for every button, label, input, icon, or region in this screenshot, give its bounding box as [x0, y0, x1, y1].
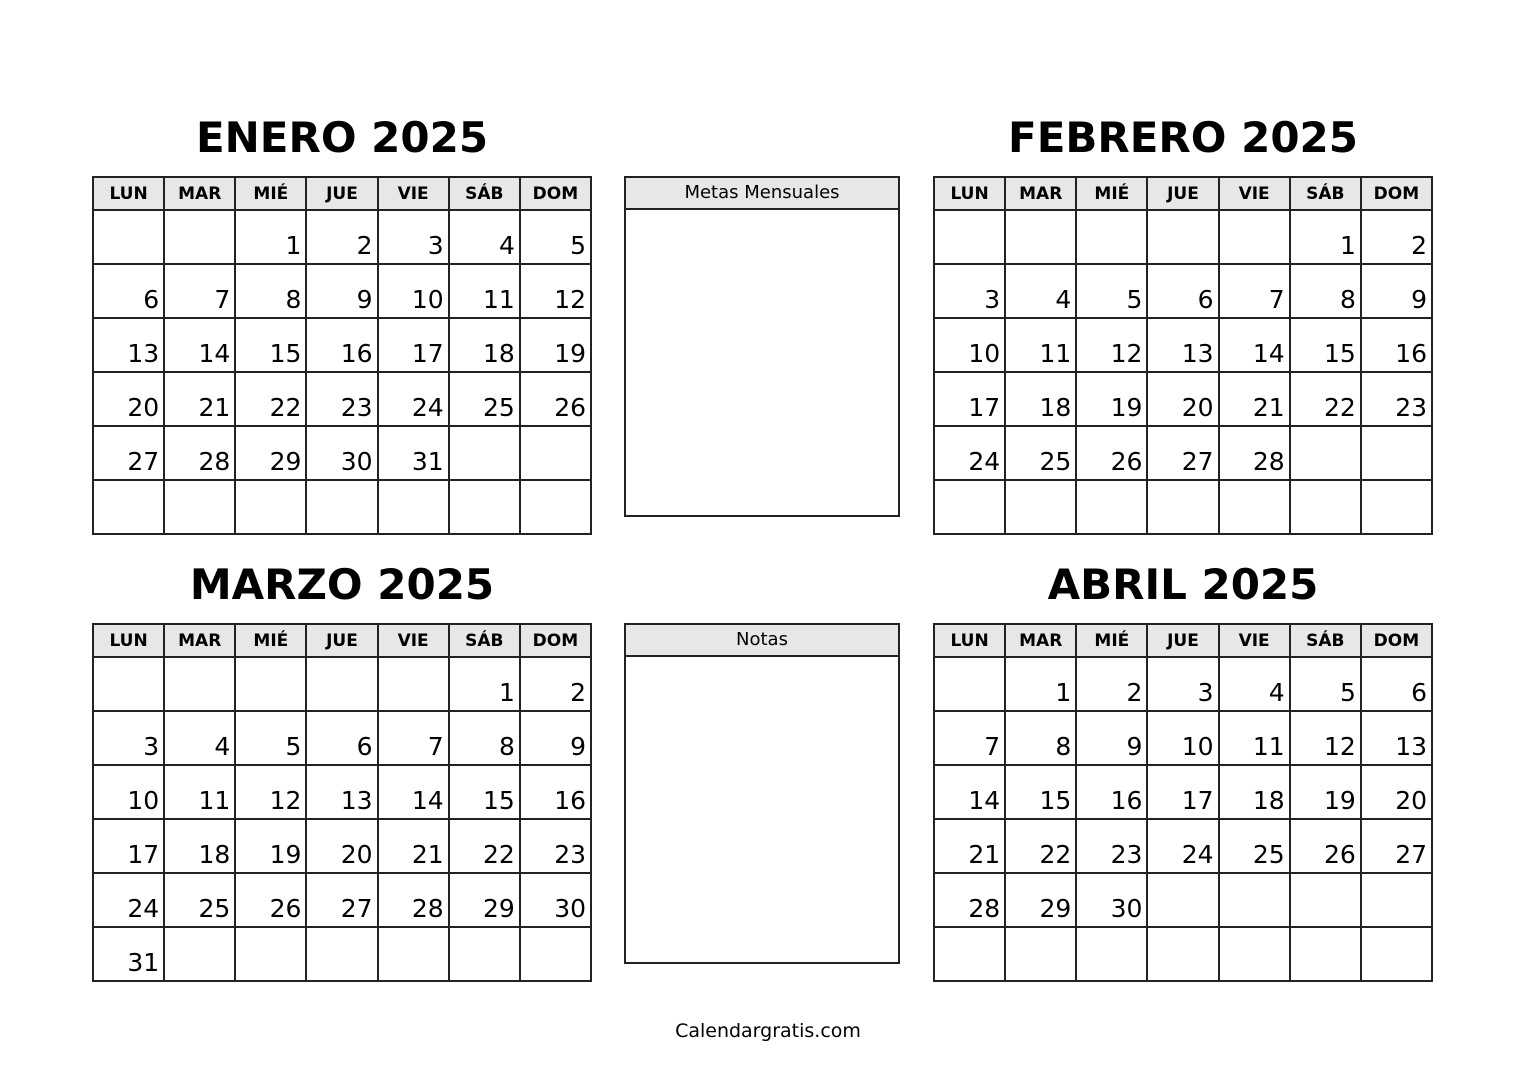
day-cell[interactable]: 1: [1005, 657, 1076, 711]
calendar-abril: [933, 623, 1433, 982]
day-cell[interactable]: 14: [1219, 318, 1290, 372]
day-cell[interactable]: 20: [93, 372, 164, 426]
day-cell[interactable]: 22: [449, 819, 520, 873]
day-cell[interactable]: 2: [520, 657, 591, 711]
day-cell[interactable]: [164, 480, 235, 534]
day-cell[interactable]: [306, 657, 377, 711]
day-cell[interactable]: 15: [1290, 318, 1361, 372]
day-cell[interactable]: 2: [1076, 657, 1147, 711]
weekday-header-row: [93, 177, 591, 210]
day-cell[interactable]: 24: [1147, 819, 1218, 873]
weekday-header: MAR: [164, 624, 235, 657]
day-cell[interactable]: 23: [1076, 819, 1147, 873]
day-cell[interactable]: 10: [93, 765, 164, 819]
day-cell[interactable]: [1219, 873, 1290, 927]
day-cell[interactable]: [235, 480, 306, 534]
day-cell[interactable]: 25: [164, 873, 235, 927]
weekday-header: MIÉ: [235, 624, 306, 657]
day-cell[interactable]: [934, 210, 1005, 264]
day-cell[interactable]: [164, 210, 235, 264]
day-cell[interactable]: 19: [1290, 765, 1361, 819]
day-cell[interactable]: 18: [164, 819, 235, 873]
day-cell[interactable]: 22: [1290, 372, 1361, 426]
notes-box[interactable]: [624, 623, 900, 964]
day-cell[interactable]: [1290, 873, 1361, 927]
week-row: [93, 264, 591, 318]
day-cell[interactable]: 16: [306, 318, 377, 372]
day-cell[interactable]: 10: [1147, 711, 1218, 765]
monthly-goals-label: Metas Mensuales: [626, 178, 898, 210]
day-cell[interactable]: 7: [934, 711, 1005, 765]
week-row: [93, 927, 591, 981]
day-cell[interactable]: 6: [93, 264, 164, 318]
day-cell[interactable]: [1147, 210, 1218, 264]
day-cell[interactable]: 15: [449, 765, 520, 819]
day-cell[interactable]: [378, 657, 449, 711]
day-cell[interactable]: 1: [1290, 210, 1361, 264]
weekday-header: DOM: [1361, 177, 1432, 210]
day-cell[interactable]: 21: [934, 819, 1005, 873]
week-row: [93, 657, 591, 711]
day-cell[interactable]: 12: [235, 765, 306, 819]
weekday-header: LUN: [934, 624, 1005, 657]
day-cell[interactable]: 18: [449, 318, 520, 372]
weekday-header: MAR: [1005, 177, 1076, 210]
day-cell[interactable]: 11: [449, 264, 520, 318]
day-cell[interactable]: [1219, 927, 1290, 981]
day-cell[interactable]: [306, 480, 377, 534]
calendar-febrero: [933, 176, 1433, 535]
weekday-header: JUE: [1147, 624, 1218, 657]
day-cell[interactable]: 14: [378, 765, 449, 819]
day-cell[interactable]: 19: [235, 819, 306, 873]
day-cell[interactable]: 24: [934, 426, 1005, 480]
day-cell[interactable]: [93, 480, 164, 534]
weekday-header-row: [934, 177, 1432, 210]
day-cell[interactable]: 17: [378, 318, 449, 372]
day-cell[interactable]: 11: [1005, 318, 1076, 372]
day-cell[interactable]: 7: [164, 264, 235, 318]
day-cell[interactable]: 12: [1290, 711, 1361, 765]
weekday-header-row: [93, 624, 591, 657]
weekday-header: VIE: [1219, 624, 1290, 657]
day-cell[interactable]: [1005, 480, 1076, 534]
day-cell[interactable]: [520, 426, 591, 480]
day-cell[interactable]: [235, 927, 306, 981]
day-cell[interactable]: 26: [1076, 426, 1147, 480]
day-cell[interactable]: 28: [934, 873, 1005, 927]
weekday-header: VIE: [1219, 177, 1290, 210]
day-cell[interactable]: [934, 480, 1005, 534]
day-cell[interactable]: 15: [235, 318, 306, 372]
day-cell[interactable]: 25: [1219, 819, 1290, 873]
day-cell[interactable]: [378, 927, 449, 981]
day-cell[interactable]: [1076, 480, 1147, 534]
week-row: [934, 264, 1432, 318]
weekday-header: SÁB: [449, 624, 520, 657]
day-cell[interactable]: 26: [235, 873, 306, 927]
day-cell[interactable]: [1219, 480, 1290, 534]
day-cell[interactable]: 2: [1361, 210, 1432, 264]
day-cell[interactable]: 27: [1147, 426, 1218, 480]
week-row: [934, 711, 1432, 765]
weekday-header: SÁB: [449, 177, 520, 210]
day-cell[interactable]: 29: [235, 426, 306, 480]
footer-site-name: Calendargratis.com: [675, 1020, 861, 1042]
day-cell[interactable]: 6: [1147, 264, 1218, 318]
day-cell[interactable]: 27: [306, 873, 377, 927]
weekday-header: JUE: [1147, 177, 1218, 210]
day-cell[interactable]: 14: [164, 318, 235, 372]
day-cell[interactable]: [1219, 210, 1290, 264]
weekday-header: MIÉ: [1076, 624, 1147, 657]
calendar-marzo: [92, 623, 592, 982]
day-cell[interactable]: 25: [449, 372, 520, 426]
week-row: [93, 711, 591, 765]
day-cell[interactable]: [1361, 426, 1432, 480]
day-cell[interactable]: 1: [235, 210, 306, 264]
day-cell[interactable]: 9: [1076, 711, 1147, 765]
weekday-header: MIÉ: [235, 177, 306, 210]
day-cell[interactable]: [449, 480, 520, 534]
weekday-header: VIE: [378, 624, 449, 657]
day-cell[interactable]: 23: [306, 372, 377, 426]
day-cell[interactable]: 26: [520, 372, 591, 426]
week-row: [93, 210, 591, 264]
day-cell[interactable]: [449, 426, 520, 480]
day-cell[interactable]: 13: [306, 765, 377, 819]
calendar-enero: [92, 176, 592, 535]
week-row: [934, 765, 1432, 819]
day-cell[interactable]: 31: [378, 426, 449, 480]
day-cell[interactable]: [520, 480, 591, 534]
weekday-header: DOM: [520, 177, 591, 210]
week-row: [93, 765, 591, 819]
day-cell[interactable]: [378, 480, 449, 534]
weekday-header: MAR: [164, 177, 235, 210]
day-cell[interactable]: 20: [306, 819, 377, 873]
day-cell[interactable]: [1147, 873, 1218, 927]
day-cell[interactable]: [164, 657, 235, 711]
week-row: [934, 873, 1432, 927]
day-cell[interactable]: 20: [1361, 765, 1432, 819]
day-cell[interactable]: 16: [1076, 765, 1147, 819]
week-row: [93, 372, 591, 426]
week-row: [93, 873, 591, 927]
day-cell[interactable]: 26: [1290, 819, 1361, 873]
weekday-header: LUN: [93, 624, 164, 657]
day-cell[interactable]: 21: [164, 372, 235, 426]
day-cell[interactable]: [1147, 927, 1218, 981]
day-cell[interactable]: 7: [378, 711, 449, 765]
day-cell[interactable]: 13: [1361, 711, 1432, 765]
day-cell[interactable]: 19: [1076, 372, 1147, 426]
week-row: [934, 480, 1432, 534]
day-cell[interactable]: 18: [1005, 372, 1076, 426]
day-cell[interactable]: 3: [93, 711, 164, 765]
day-cell[interactable]: 11: [1219, 711, 1290, 765]
day-cell[interactable]: 8: [235, 264, 306, 318]
day-cell[interactable]: 23: [1361, 372, 1432, 426]
day-cell[interactable]: [934, 927, 1005, 981]
day-cell[interactable]: 5: [1290, 657, 1361, 711]
day-cell[interactable]: [449, 927, 520, 981]
week-row: [934, 318, 1432, 372]
day-cell[interactable]: 12: [520, 264, 591, 318]
week-row: [934, 426, 1432, 480]
day-cell[interactable]: 30: [306, 426, 377, 480]
weekday-header: JUE: [306, 624, 377, 657]
weekday-header: JUE: [306, 177, 377, 210]
day-cell[interactable]: 10: [934, 318, 1005, 372]
day-cell[interactable]: 28: [1219, 426, 1290, 480]
day-cell[interactable]: 10: [378, 264, 449, 318]
day-cell[interactable]: 30: [520, 873, 591, 927]
day-cell[interactable]: 1: [449, 657, 520, 711]
day-cell[interactable]: 8: [1005, 711, 1076, 765]
day-cell[interactable]: [1361, 927, 1432, 981]
day-cell[interactable]: 5: [1076, 264, 1147, 318]
day-cell[interactable]: 4: [164, 711, 235, 765]
day-cell[interactable]: 24: [378, 372, 449, 426]
day-cell[interactable]: 5: [235, 711, 306, 765]
day-cell[interactable]: [520, 927, 591, 981]
day-cell[interactable]: 9: [1361, 264, 1432, 318]
day-cell[interactable]: 20: [1147, 372, 1218, 426]
day-cell[interactable]: 30: [1076, 873, 1147, 927]
day-cell[interactable]: 27: [1361, 819, 1432, 873]
day-cell[interactable]: 4: [449, 210, 520, 264]
day-cell[interactable]: 9: [306, 264, 377, 318]
day-cell[interactable]: 6: [1361, 657, 1432, 711]
day-cell[interactable]: 23: [520, 819, 591, 873]
weekday-header: LUN: [934, 177, 1005, 210]
week-row: [934, 210, 1432, 264]
day-cell[interactable]: 17: [93, 819, 164, 873]
day-cell[interactable]: 13: [93, 318, 164, 372]
monthly-goals-box[interactable]: [624, 176, 900, 517]
day-cell[interactable]: [306, 927, 377, 981]
day-cell[interactable]: 16: [520, 765, 591, 819]
week-row: [934, 657, 1432, 711]
month-title-marzo: MARZO 2025: [189, 560, 495, 609]
weekday-header: VIE: [378, 177, 449, 210]
week-row: [93, 819, 591, 873]
notes-label: Notas: [626, 625, 898, 657]
day-cell[interactable]: [1290, 426, 1361, 480]
day-cell[interactable]: 28: [378, 873, 449, 927]
day-cell[interactable]: 8: [449, 711, 520, 765]
day-cell[interactable]: [1361, 873, 1432, 927]
day-cell[interactable]: [1005, 927, 1076, 981]
day-cell[interactable]: 5: [520, 210, 591, 264]
day-cell[interactable]: 9: [520, 711, 591, 765]
day-cell[interactable]: 19: [520, 318, 591, 372]
day-cell[interactable]: 24: [93, 873, 164, 927]
day-cell[interactable]: 4: [1219, 657, 1290, 711]
day-cell[interactable]: [93, 657, 164, 711]
day-cell[interactable]: 13: [1147, 318, 1218, 372]
day-cell[interactable]: 3: [378, 210, 449, 264]
day-cell[interactable]: 27: [93, 426, 164, 480]
day-cell[interactable]: [164, 927, 235, 981]
day-cell[interactable]: [1147, 480, 1218, 534]
day-cell[interactable]: 3: [1147, 657, 1218, 711]
day-cell[interactable]: 21: [378, 819, 449, 873]
day-cell[interactable]: 8: [1290, 264, 1361, 318]
day-cell[interactable]: 29: [449, 873, 520, 927]
day-cell[interactable]: 31: [93, 927, 164, 981]
day-cell[interactable]: [1076, 927, 1147, 981]
day-cell[interactable]: 4: [1005, 264, 1076, 318]
week-row: [934, 819, 1432, 873]
weekday-header: DOM: [520, 624, 591, 657]
day-cell[interactable]: 2: [306, 210, 377, 264]
day-cell[interactable]: 12: [1076, 318, 1147, 372]
day-cell[interactable]: [1361, 480, 1432, 534]
weekday-header-row: [934, 624, 1432, 657]
day-cell[interactable]: 29: [1005, 873, 1076, 927]
day-cell[interactable]: 22: [235, 372, 306, 426]
day-cell[interactable]: 14: [934, 765, 1005, 819]
day-cell[interactable]: 17: [1147, 765, 1218, 819]
week-row: [934, 927, 1432, 981]
day-cell[interactable]: [1005, 210, 1076, 264]
day-cell[interactable]: [1290, 927, 1361, 981]
weekday-header: DOM: [1361, 624, 1432, 657]
day-cell[interactable]: 16: [1361, 318, 1432, 372]
day-cell[interactable]: [1076, 210, 1147, 264]
day-cell[interactable]: 6: [306, 711, 377, 765]
day-cell[interactable]: [235, 657, 306, 711]
day-cell[interactable]: [93, 210, 164, 264]
day-cell[interactable]: 17: [934, 372, 1005, 426]
week-row: [93, 426, 591, 480]
day-cell[interactable]: 21: [1219, 372, 1290, 426]
day-cell[interactable]: [934, 657, 1005, 711]
day-cell[interactable]: 25: [1005, 426, 1076, 480]
month-title-enero: ENERO 2025: [195, 113, 489, 162]
weekday-header: MAR: [1005, 624, 1076, 657]
day-cell[interactable]: 15: [1005, 765, 1076, 819]
weekday-header: LUN: [93, 177, 164, 210]
day-cell[interactable]: 7: [1219, 264, 1290, 318]
day-cell[interactable]: [1290, 480, 1361, 534]
week-row: [93, 318, 591, 372]
week-row: [934, 372, 1432, 426]
weekday-header: SÁB: [1290, 177, 1361, 210]
weekday-header: SÁB: [1290, 624, 1361, 657]
day-cell[interactable]: 28: [164, 426, 235, 480]
day-cell[interactable]: 3: [934, 264, 1005, 318]
month-title-abril: ABRIL 2025: [1047, 560, 1319, 609]
weekday-header: MIÉ: [1076, 177, 1147, 210]
month-title-febrero: FEBRERO 2025: [1008, 113, 1358, 162]
week-row: [93, 480, 591, 534]
day-cell[interactable]: 11: [164, 765, 235, 819]
day-cell[interactable]: 22: [1005, 819, 1076, 873]
day-cell[interactable]: 18: [1219, 765, 1290, 819]
